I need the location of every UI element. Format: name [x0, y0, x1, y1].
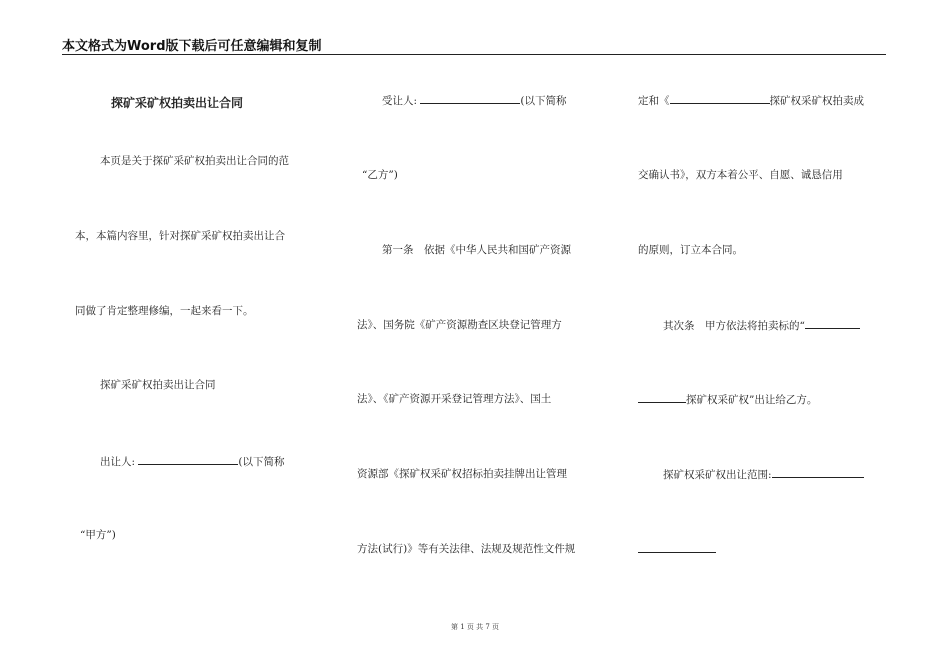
paragraph-line	[663, 467, 864, 482]
column-1	[75, 60, 325, 620]
text-fragment: 其次条 甲方依法将拍卖标的“	[663, 320, 805, 332]
blank-field	[805, 318, 860, 329]
transferee-line	[382, 93, 567, 108]
paragraph-line: 本，本篇内容里，针对探矿采矿权拍卖出让合	[75, 230, 285, 242]
text-fragment: 探矿权采矿权出让范围:	[663, 469, 772, 481]
page-header	[62, 34, 886, 55]
page-footer: 第 1 页 共 7 页	[450, 623, 500, 631]
paragraph-line: 资源部《探矿权采矿权招标拍卖挂牌出让管理	[357, 468, 567, 480]
text-fragment: 探矿权采矿权”出让给乙方。	[686, 394, 818, 406]
blank-field	[420, 93, 520, 104]
paragraph-line: 第一条 依据《中华人民共和国矿产资源	[382, 244, 571, 256]
blank-field	[772, 467, 864, 478]
abbrev-label: (以下简称	[238, 456, 285, 468]
paragraph-line: 本页是关于探矿采矿权拍卖出让合同的范	[100, 155, 289, 167]
text-fragment: 探矿权采矿权拍卖成	[769, 95, 864, 107]
transferee-label: 受让人:	[382, 95, 418, 107]
blank-field	[670, 93, 770, 104]
paragraph-line	[638, 392, 817, 407]
paragraph-line	[638, 93, 864, 108]
column-3	[638, 60, 888, 620]
paragraph-line: 法》、《矿产资源开采登记管理方法》、国土	[357, 393, 552, 405]
text-fragment: 定和《	[638, 95, 670, 107]
paragraph-line	[638, 542, 716, 557]
paragraph-line: “甲方”)	[80, 529, 116, 541]
paragraph-line: 同做了肯定整理修编，一起来看一下。	[75, 305, 254, 317]
blank-field	[638, 392, 686, 403]
header-text: 本文格式为Word版下载后可任意编辑和复制	[62, 39, 322, 54]
transferor-line	[100, 454, 285, 469]
blank-field	[638, 542, 716, 553]
paragraph-line: 的原则，订立本合同。	[638, 244, 743, 256]
blank-field	[138, 454, 238, 465]
paragraph-line: 交确认书》，双方本着公平、自愿、诚恳信用	[638, 169, 843, 181]
paragraph-line	[663, 318, 860, 333]
paragraph-line: 方法(试行)》等有关法律、法规及规范性文件规	[357, 543, 576, 555]
abbrev-label: (以下简称	[520, 95, 567, 107]
paragraph-line: “乙方”)	[362, 169, 398, 181]
paragraph-line: 法》、国务院《矿产资源勘查区块登记管理方	[357, 319, 562, 331]
section-heading: 探矿采矿权拍卖出让合同	[100, 379, 216, 391]
transferor-label: 出让人:	[100, 456, 136, 468]
column-2	[357, 60, 612, 620]
document-title: 探矿采矿权拍卖出让合同	[111, 96, 244, 110]
